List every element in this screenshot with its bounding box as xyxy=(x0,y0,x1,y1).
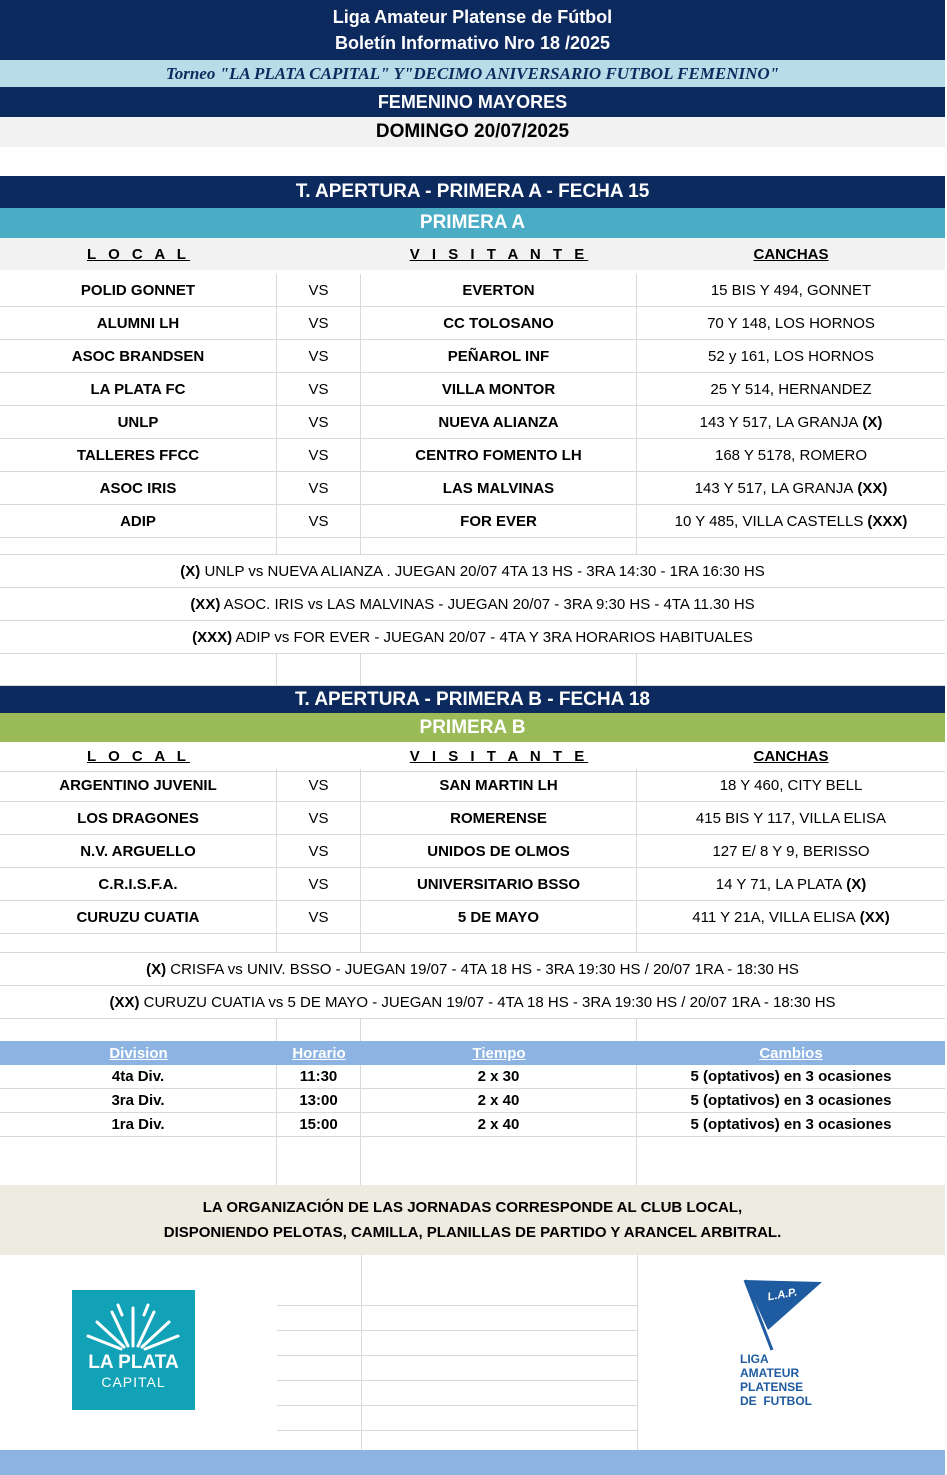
cancha-mark: (XX) xyxy=(859,908,890,926)
match-local: POLID GONNET xyxy=(0,274,277,306)
match-vs: VS xyxy=(277,835,361,867)
cancha-text: 168 Y 5178, ROMERO xyxy=(714,446,868,464)
section-b-title: T. APERTURA - PRIMERA B - FECHA 18 xyxy=(0,686,945,713)
match-visitante: 5 DE MAYO xyxy=(361,901,637,933)
note-text: CRISFA vs UNIV. BSSO - JUEGAN 19/07 - 4TA 18 HS - 3RA 19:30 HS / 20/07 1RA - 18:30 HS xyxy=(166,960,799,978)
schedule-row xyxy=(0,1113,945,1137)
match-cancha xyxy=(637,439,945,471)
lap-flag-text: L.A.P. xyxy=(766,1286,799,1304)
match-row xyxy=(0,802,945,835)
bottom-bar xyxy=(0,1450,945,1475)
section-b-subtitle: PRIMERA B xyxy=(0,713,945,742)
schedule-header-division: Division xyxy=(109,1044,168,1062)
match-local: LOS DRAGONES xyxy=(0,802,277,834)
schedule-division: 4ta Div. xyxy=(0,1065,277,1088)
schedule-header-horario: Horario xyxy=(292,1044,346,1062)
match-row xyxy=(0,406,945,439)
lap-line-2: AMATEUR xyxy=(740,1366,800,1380)
la-plata-capital-logo xyxy=(72,1290,195,1410)
match-cancha xyxy=(637,769,945,801)
cancha-text: 127 E/ 8 Y 9, BERISSO xyxy=(712,842,870,860)
match-row xyxy=(0,307,945,340)
note-row xyxy=(0,621,945,654)
cancha-text: 143 Y 517, LA GRANJA xyxy=(699,413,859,431)
note-row xyxy=(0,953,945,986)
lap-logo-text xyxy=(740,1352,812,1408)
spacer-row xyxy=(0,934,945,953)
notice-line-2: DISPONIENDO PELOTAS, CAMILLA, PLANILLAS DE PARTIDO Y ARANCEL ARBITRAL. xyxy=(163,1224,782,1241)
note-row xyxy=(0,986,945,1019)
schedule-division: 1ra Div. xyxy=(0,1113,277,1136)
note-row xyxy=(0,588,945,621)
cancha-text: 52 y 161, LOS HORNOS xyxy=(708,347,874,365)
match-vs: VS xyxy=(277,802,361,834)
match-vs: VS xyxy=(277,868,361,900)
match-cancha xyxy=(637,835,945,867)
logo-capital-text: CAPITAL xyxy=(101,1374,166,1390)
schedule-header xyxy=(0,1041,945,1065)
schedule-tiempo: 2 x 30 xyxy=(361,1065,637,1088)
schedule-row xyxy=(0,1065,945,1089)
match-row xyxy=(0,901,945,934)
match-cancha xyxy=(637,505,945,537)
schedule-row xyxy=(0,1089,945,1113)
spacer-row xyxy=(0,538,945,555)
match-cancha xyxy=(637,373,945,405)
col-visitante-header: V I S I T A N T E xyxy=(409,748,589,765)
lap-line-1: LIGA xyxy=(740,1352,769,1366)
match-local: C.R.I.S.F.A. xyxy=(0,868,277,900)
match-local: ARGENTINO JUVENIL xyxy=(0,769,277,801)
note-text: CURUZU CUATIA vs 5 DE MAYO - JUEGAN 19/07 - 4TA 18 HS - 3RA 19:30 HS / 20/07 1RA - 18:30 HS xyxy=(139,993,836,1011)
schedule-cambios: 5 (optativos) en 3 ocasiones xyxy=(690,1116,892,1133)
schedule-division: 3ra Div. xyxy=(0,1089,277,1112)
cancha-text: 15 BIS Y 494, GONNET xyxy=(710,281,872,299)
match-cancha xyxy=(637,868,945,900)
match-cancha xyxy=(637,472,945,504)
section-a-title: T. APERTURA - PRIMERA A - FECHA 15 xyxy=(0,176,945,208)
note-mark: (X) xyxy=(180,562,201,580)
cancha-text: 14 Y 71, LA PLATA xyxy=(715,875,843,893)
match-cancha xyxy=(637,340,945,372)
match-visitante: CC TOLOSANO xyxy=(361,307,637,339)
match-vs: VS xyxy=(277,472,361,504)
match-local: ADIP xyxy=(0,505,277,537)
cancha-text: 10 Y 485, VILLA CASTELLS xyxy=(674,512,864,530)
schedule-cambios: 5 (optativos) en 3 ocasiones xyxy=(690,1092,892,1109)
match-vs: VS xyxy=(277,274,361,306)
section-a-subtitle: PRIMERA A xyxy=(0,208,945,238)
match-visitante: UNIVERSITARIO BSSO xyxy=(361,868,637,900)
match-local: UNLP xyxy=(0,406,277,438)
schedule-tiempo: 2 x 40 xyxy=(361,1089,637,1112)
notice-line-1: LA ORGANIZACIÓN DE LAS JORNADAS CORRESPONDE AL CLUB LOCAL, xyxy=(202,1199,743,1216)
section-b-column-headers xyxy=(0,742,945,772)
match-local: TALLERES FFCC xyxy=(0,439,277,471)
match-row xyxy=(0,439,945,472)
lap-line-3: PLATENSE xyxy=(740,1380,804,1394)
sun-rays-icon xyxy=(72,1290,195,1352)
match-row xyxy=(0,373,945,406)
spacer-row xyxy=(0,654,945,686)
schedule-horario: 15:00 xyxy=(277,1113,361,1136)
cancha-mark: (XXX) xyxy=(867,512,908,530)
cancha-text: 415 BIS Y 117, VILLA ELISA xyxy=(695,809,887,827)
spacer-row xyxy=(0,1137,945,1185)
note-mark: (XX) xyxy=(190,595,221,613)
match-visitante: LAS MALVINAS xyxy=(361,472,637,504)
match-visitante: UNIDOS DE OLMOS xyxy=(361,835,637,867)
tournament-title: Torneo "LA PLATA CAPITAL" Y"DECIMO ANIVERSARIO FUTBOL FEMENINO" xyxy=(0,60,945,87)
cancha-text: 70 Y 148, LOS HORNOS xyxy=(707,314,875,332)
match-local: ASOC BRANDSEN xyxy=(0,340,277,372)
note-mark: (X) xyxy=(146,960,167,978)
note-text: ADIP vs FOR EVER - JUEGAN 20/07 - 4TA Y 3RA HORARIOS HABITUALES xyxy=(232,628,753,646)
match-row xyxy=(0,340,945,373)
match-visitante: PEÑAROL INF xyxy=(361,340,637,372)
match-visitante: FOR EVER xyxy=(361,505,637,537)
note-text: UNLP vs NUEVA ALIANZA . JUEGAN 20/07 4TA 13 HS - 3RA 14:30 - 1RA 16:30 HS xyxy=(200,562,765,580)
match-visitante: ROMERENSE xyxy=(361,802,637,834)
cancha-mark: (XX) xyxy=(857,479,888,497)
match-cancha xyxy=(637,406,945,438)
header-block xyxy=(0,0,945,60)
match-local: LA PLATA FC xyxy=(0,373,277,405)
match-row xyxy=(0,769,945,802)
match-row xyxy=(0,472,945,505)
match-cancha xyxy=(637,307,945,339)
section-a-column-headers xyxy=(0,238,945,270)
col-local-header: L O C A L xyxy=(87,245,190,263)
match-cancha xyxy=(637,274,945,306)
lap-line-4: DE FUTBOL xyxy=(740,1394,812,1408)
match-row xyxy=(0,274,945,307)
schedule-header-cambios: Cambios xyxy=(759,1044,823,1062)
match-vs: VS xyxy=(277,340,361,372)
lap-flag-icon xyxy=(742,1278,832,1353)
cancha-text: 411 Y 21A, VILLA ELISA xyxy=(692,908,856,926)
match-cancha xyxy=(637,901,945,933)
match-visitante: VILLA MONTOR xyxy=(361,373,637,405)
cancha-text: 25 Y 514, HERNANDEZ xyxy=(710,380,872,398)
match-vs: VS xyxy=(277,769,361,801)
note-row xyxy=(0,555,945,588)
col-canchas-header: CANCHAS xyxy=(753,245,829,263)
cancha-mark: (X) xyxy=(846,875,867,893)
match-visitante: SAN MARTIN LH xyxy=(361,769,637,801)
logo-la-plata-text: LA PLATA xyxy=(88,1352,179,1373)
schedule-horario: 11:30 xyxy=(277,1065,361,1088)
match-vs: VS xyxy=(277,505,361,537)
match-row xyxy=(0,868,945,901)
match-local: ALUMNI LH xyxy=(0,307,277,339)
match-visitante: EVERTON xyxy=(361,274,637,306)
match-vs: VS xyxy=(277,439,361,471)
match-visitante: NUEVA ALIANZA xyxy=(361,406,637,438)
match-cancha xyxy=(637,802,945,834)
schedule-cambios: 5 (optativos) en 3 ocasiones xyxy=(690,1068,892,1085)
cancha-mark: (X) xyxy=(862,413,883,431)
spacer-row xyxy=(0,1019,945,1041)
bulletin-number: Boletín Informativo Nro 18 /2025 xyxy=(334,33,611,53)
schedule-tiempo: 2 x 40 xyxy=(361,1113,637,1136)
cancha-text: 18 Y 460, CITY BELL xyxy=(719,776,863,794)
col-local-header: L O C A L xyxy=(87,748,190,765)
schedule-horario: 13:00 xyxy=(277,1089,361,1112)
col-visitante-header: V I S I T A N T E xyxy=(409,245,589,263)
match-vs: VS xyxy=(277,406,361,438)
match-local: ASOC IRIS xyxy=(0,472,277,504)
match-vs: VS xyxy=(277,307,361,339)
note-text: ASOC. IRIS vs LAS MALVINAS - JUEGAN 20/07 - 3RA 9:30 HS - 4TA 11.30 HS xyxy=(220,595,755,613)
note-mark: (XX) xyxy=(109,993,140,1011)
date-title: DOMINGO 20/07/2025 xyxy=(0,117,945,147)
schedule-header-tiempo: Tiempo xyxy=(472,1044,526,1062)
match-row xyxy=(0,835,945,868)
match-vs: VS xyxy=(277,373,361,405)
league-title: Liga Amateur Platense de Fútbol xyxy=(332,7,613,27)
cancha-text: 143 Y 517, LA GRANJA xyxy=(694,479,854,497)
note-mark: (XXX) xyxy=(192,628,233,646)
match-vs: VS xyxy=(277,901,361,933)
match-local: CURUZU CUATIA xyxy=(0,901,277,933)
organization-notice xyxy=(0,1185,945,1255)
match-visitante: CENTRO FOMENTO LH xyxy=(361,439,637,471)
col-canchas-header: CANCHAS xyxy=(753,748,829,765)
match-local: N.V. ARGUELLO xyxy=(0,835,277,867)
match-row xyxy=(0,505,945,538)
category-title: FEMENINO MAYORES xyxy=(0,87,945,117)
